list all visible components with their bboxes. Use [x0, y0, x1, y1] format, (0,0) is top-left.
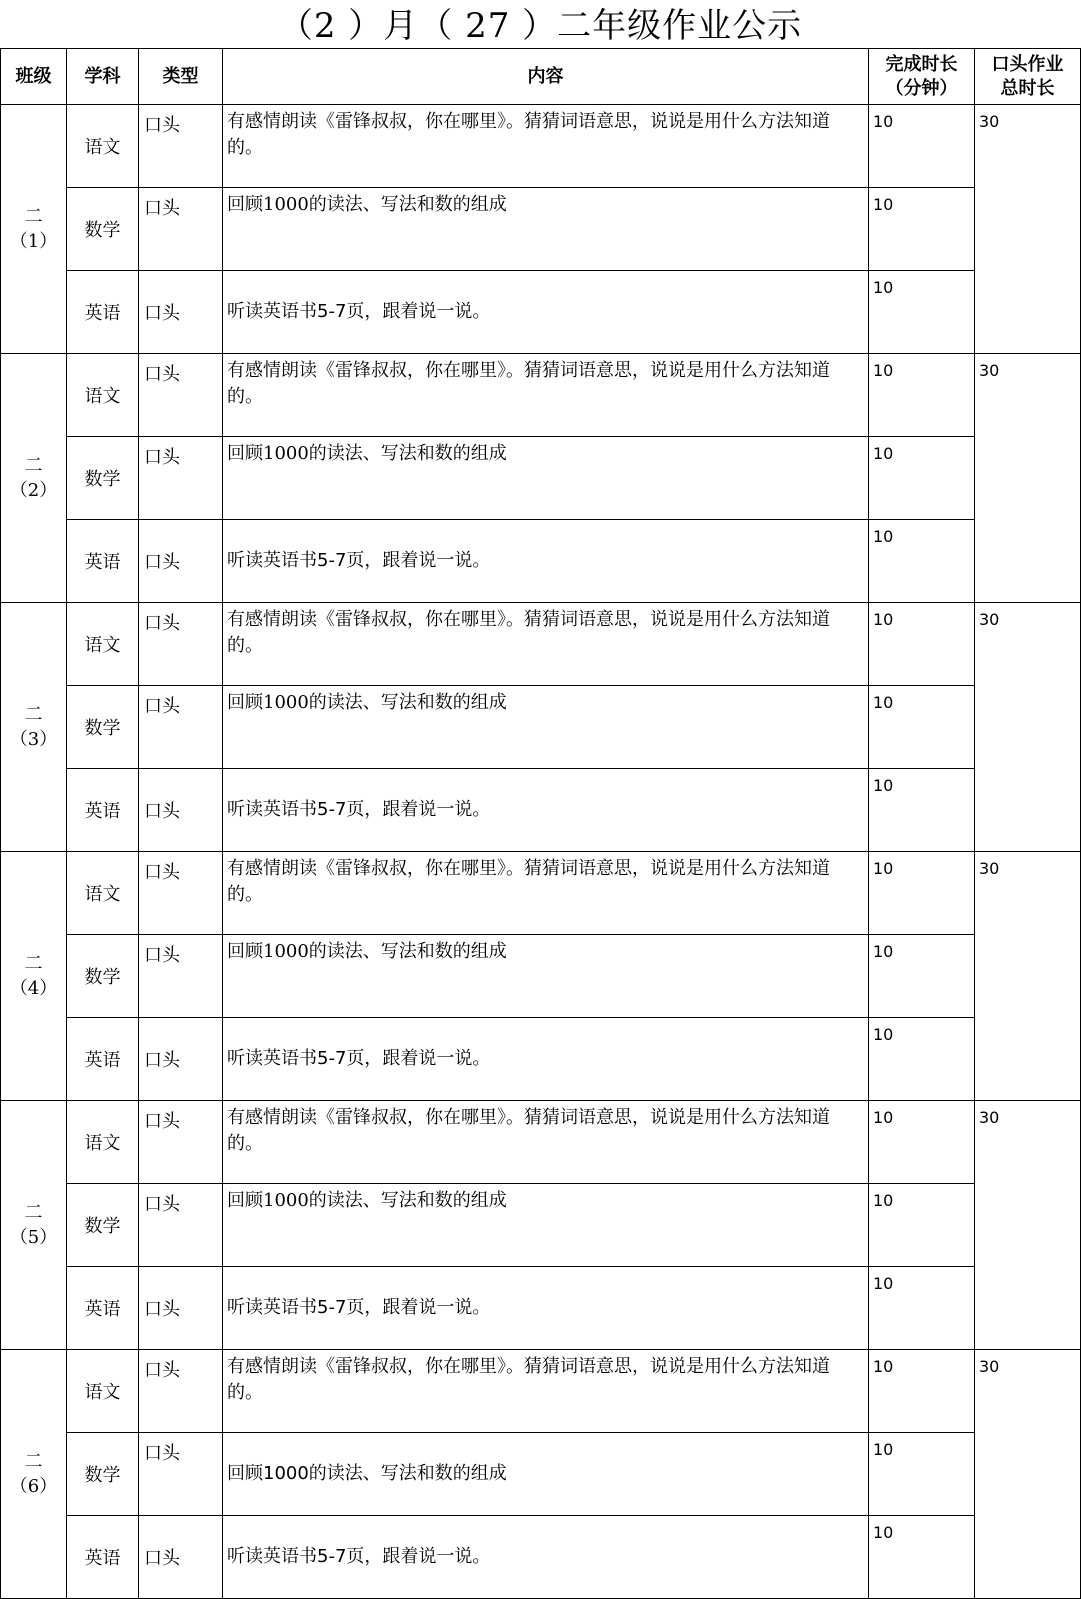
class-grade: 二: [24, 953, 43, 974]
minutes-cell: 10: [869, 188, 975, 271]
header-class: 班级: [1, 49, 67, 105]
minutes-cell: 10: [869, 520, 975, 603]
class-cell: [1, 603, 67, 852]
homework-table: [0, 48, 1081, 1599]
type-cell: 口头: [139, 520, 223, 603]
subject-cell: 语文: [67, 105, 139, 188]
class-number: （6）: [9, 1476, 58, 1497]
header-duration: [869, 49, 975, 105]
class-grade: 二: [24, 1202, 43, 1223]
minutes-cell: 10: [869, 852, 975, 935]
subject-cell: 数学: [67, 188, 139, 271]
subject-cell: 英语: [67, 271, 139, 354]
class-grade: 二: [24, 1451, 43, 1472]
content-cell: 听读英语书5-7页，跟着说一说。: [223, 1267, 869, 1350]
subject-cell: 英语: [67, 1516, 139, 1599]
content-cell: 回顾1000的读法、写法和数的组成: [223, 437, 869, 520]
content-cell: 听读英语书5-7页，跟着说一说。: [223, 271, 869, 354]
minutes-cell: 10: [869, 437, 975, 520]
content-cell: 回顾1000的读法、写法和数的组成: [223, 1184, 869, 1267]
type-cell: 口头: [139, 603, 223, 686]
type-cell: 口头: [139, 271, 223, 354]
subject-cell: 语文: [67, 603, 139, 686]
minutes-cell: 10: [869, 1267, 975, 1350]
header-oral-total-line1: 口头作业: [991, 53, 1064, 75]
content-cell: 回顾1000的读法、写法和数的组成: [223, 686, 869, 769]
table-row: [1, 686, 1081, 769]
content-cell: 听读英语书5-7页，跟着说一说。: [223, 769, 869, 852]
header-row: [1, 49, 1081, 105]
table-row: [1, 1267, 1081, 1350]
content-cell: 听读英语书5-7页，跟着说一说。: [223, 1018, 869, 1101]
table-row: [1, 1184, 1081, 1267]
content-cell: 听读英语书5-7页，跟着说一说。: [223, 1516, 869, 1599]
type-cell: 口头: [139, 852, 223, 935]
type-cell: 口头: [139, 769, 223, 852]
subject-cell: 英语: [67, 769, 139, 852]
header-type: 类型: [139, 49, 223, 105]
class-grade: 二: [24, 206, 43, 227]
type-cell: 口头: [139, 1101, 223, 1184]
minutes-cell: 10: [869, 1433, 975, 1516]
type-cell: 口头: [139, 935, 223, 1018]
type-cell: 口头: [139, 1018, 223, 1101]
minutes-cell: 10: [869, 271, 975, 354]
minutes-cell: 10: [869, 105, 975, 188]
header-content: 内容: [223, 49, 869, 105]
class-cell: [1, 1101, 67, 1350]
header-subject: 学科: [67, 49, 139, 105]
content-cell: 回顾1000的读法、写法和数的组成: [223, 1433, 869, 1516]
subject-cell: 语文: [67, 354, 139, 437]
subject-cell: 英语: [67, 520, 139, 603]
content-cell: 回顾1000的读法、写法和数的组成: [223, 935, 869, 1018]
table-row: [1, 852, 1081, 935]
class-cell: [1, 354, 67, 603]
subject-cell: 语文: [67, 1350, 139, 1433]
table-row: [1, 769, 1081, 852]
table-row: [1, 603, 1081, 686]
table-row: [1, 437, 1081, 520]
class-number: （5）: [9, 1227, 58, 1248]
table-row: [1, 935, 1081, 1018]
minutes-cell: 10: [869, 354, 975, 437]
minutes-cell: 10: [869, 769, 975, 852]
minutes-cell: 10: [869, 1516, 975, 1599]
type-cell: 口头: [139, 437, 223, 520]
minutes-cell: 10: [869, 1101, 975, 1184]
table-row: [1, 520, 1081, 603]
type-cell: 口头: [139, 1267, 223, 1350]
minutes-cell: 10: [869, 686, 975, 769]
minutes-cell: 10: [869, 1018, 975, 1101]
content-cell: 有感情朗读《雷锋叔叔，你在哪里》。猜猜词语意思，说说是用什么方法知道的。: [223, 603, 869, 686]
subject-cell: 语文: [67, 852, 139, 935]
type-cell: 口头: [139, 354, 223, 437]
subject-cell: 数学: [67, 686, 139, 769]
header-duration-line2: （分钟）: [885, 77, 958, 99]
subject-cell: 语文: [67, 1101, 139, 1184]
subject-cell: 数学: [67, 1184, 139, 1267]
page-title: （2 ）月（ 27 ）二年级作业公示: [278, 6, 803, 46]
type-cell: 口头: [139, 1516, 223, 1599]
class-number: （1）: [9, 231, 58, 252]
class-grade: 二: [24, 455, 43, 476]
minutes-cell: 10: [869, 1350, 975, 1433]
table-row: [1, 105, 1081, 188]
oral-total-cell: 30: [975, 354, 1081, 603]
class-cell: [1, 105, 67, 354]
minutes-cell: 10: [869, 603, 975, 686]
table-row: [1, 1433, 1081, 1516]
subject-cell: 数学: [67, 437, 139, 520]
table-row: [1, 1516, 1081, 1599]
header-oral-total-line2: 总时长: [1000, 77, 1055, 99]
table-row: [1, 1018, 1081, 1101]
class-grade: 二: [24, 704, 43, 725]
type-cell: 口头: [139, 686, 223, 769]
table-row: [1, 354, 1081, 437]
content-cell: 回顾1000的读法、写法和数的组成: [223, 188, 869, 271]
table-row: [1, 188, 1081, 271]
class-number: （2）: [9, 480, 58, 501]
minutes-cell: 10: [869, 1184, 975, 1267]
oral-total-cell: 30: [975, 603, 1081, 852]
class-cell: [1, 852, 67, 1101]
type-cell: 口头: [139, 1433, 223, 1516]
type-cell: 口头: [139, 188, 223, 271]
header-oral-total: [975, 49, 1081, 105]
class-number: （4）: [9, 978, 58, 999]
type-cell: 口头: [139, 105, 223, 188]
oral-total-cell: 30: [975, 1101, 1081, 1350]
subject-cell: 数学: [67, 935, 139, 1018]
minutes-cell: 10: [869, 935, 975, 1018]
header-duration-line1: 完成时长: [885, 53, 958, 75]
content-cell: 有感情朗读《雷锋叔叔，你在哪里》。猜猜词语意思，说说是用什么方法知道的。: [223, 852, 869, 935]
table-row: [1, 271, 1081, 354]
class-cell: [1, 1350, 67, 1599]
content-cell: 听读英语书5-7页，跟着说一说。: [223, 520, 869, 603]
subject-cell: 数学: [67, 1433, 139, 1516]
type-cell: 口头: [139, 1350, 223, 1433]
table-row: [1, 1350, 1081, 1433]
oral-total-cell: 30: [975, 852, 1081, 1101]
subject-cell: 英语: [67, 1018, 139, 1101]
content-cell: 有感情朗读《雷锋叔叔，你在哪里》。猜猜词语意思，说说是用什么方法知道的。: [223, 1101, 869, 1184]
content-cell: 有感情朗读《雷锋叔叔，你在哪里》。猜猜词语意思，说说是用什么方法知道的。: [223, 105, 869, 188]
table-row: [1, 1101, 1081, 1184]
oral-total-cell: 30: [975, 1350, 1081, 1599]
content-cell: 有感情朗读《雷锋叔叔，你在哪里》。猜猜词语意思，说说是用什么方法知道的。: [223, 354, 869, 437]
type-cell: 口头: [139, 1184, 223, 1267]
content-cell: 有感情朗读《雷锋叔叔，你在哪里》。猜猜词语意思，说说是用什么方法知道的。: [223, 1350, 869, 1433]
class-number: （3）: [9, 729, 58, 750]
oral-total-cell: 30: [975, 105, 1081, 354]
subject-cell: 英语: [67, 1267, 139, 1350]
